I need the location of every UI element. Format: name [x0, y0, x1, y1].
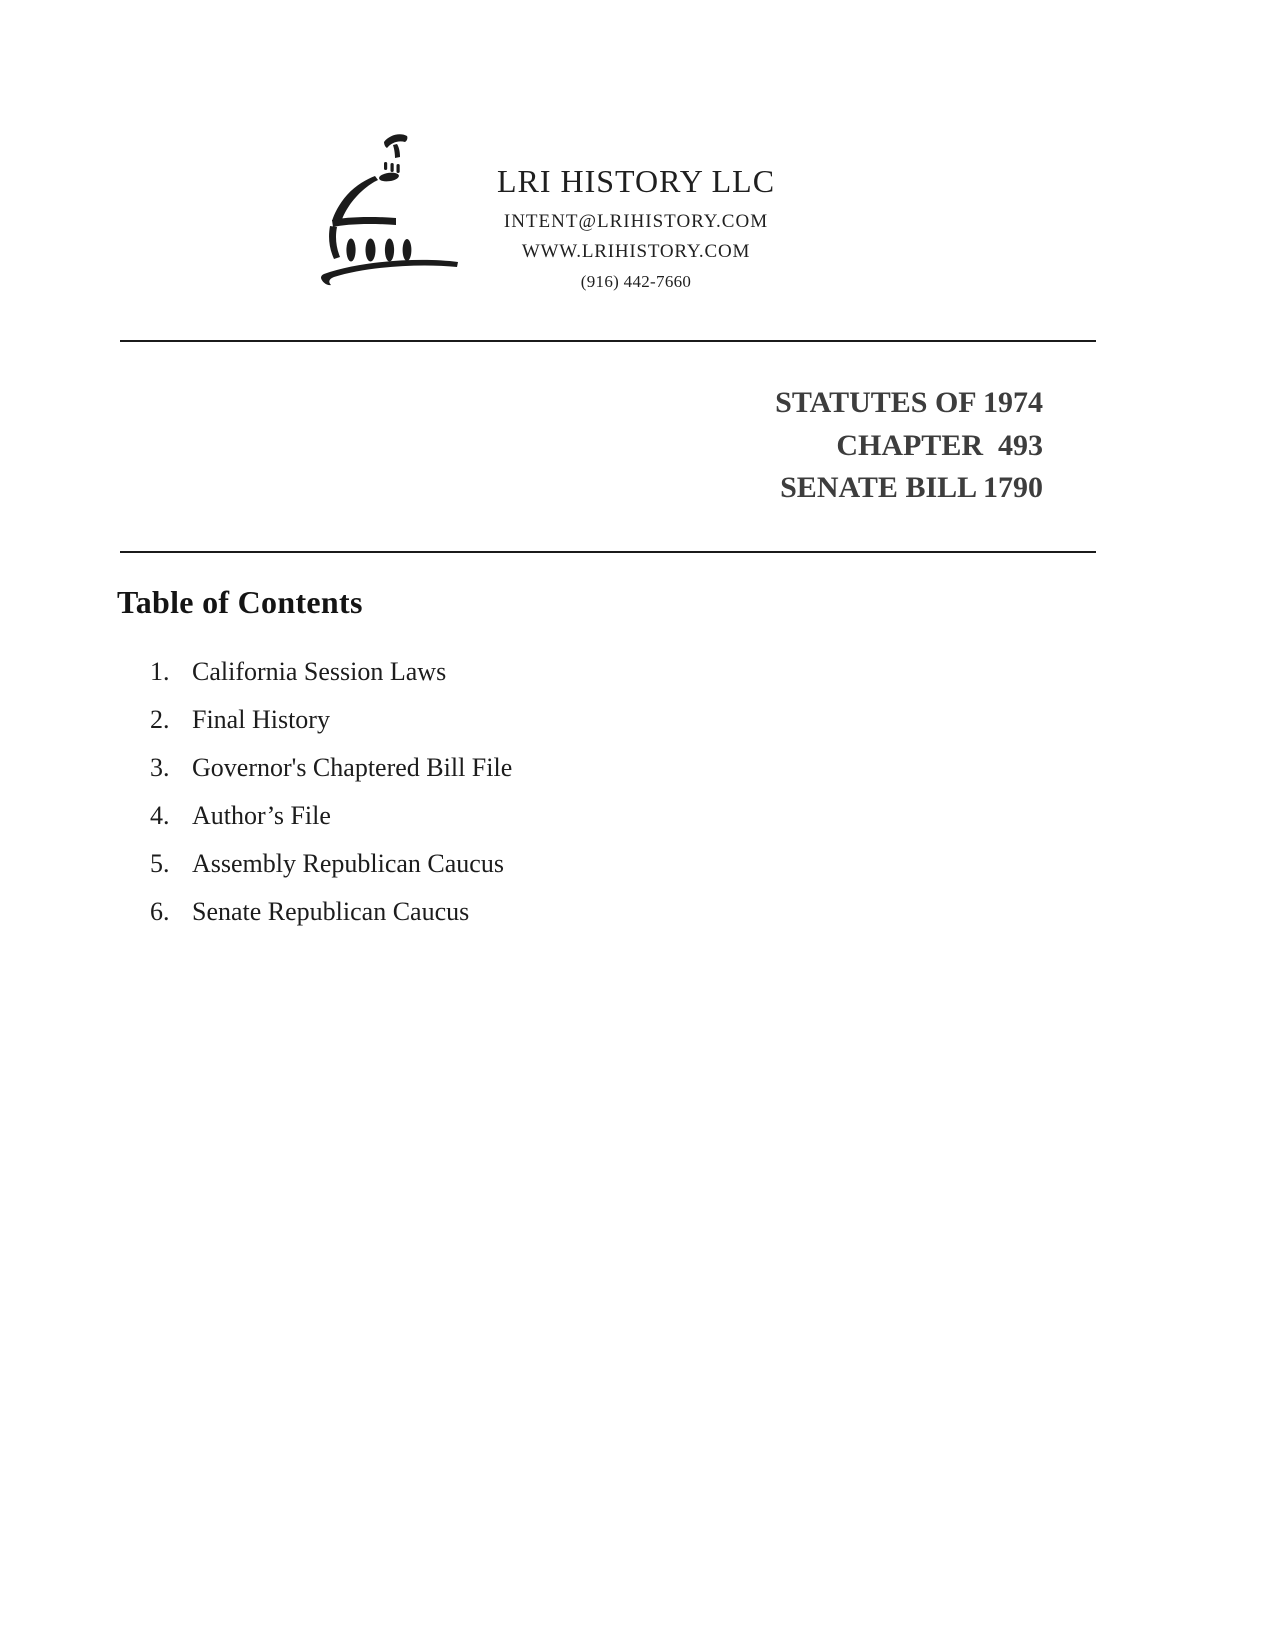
- toc-item-final-history: [150, 696, 512, 744]
- toc-item-number: 5.: [150, 849, 170, 878]
- senate-bill-line: SENATE BILL 1790: [780, 471, 1043, 504]
- toc-item-number: 6.: [150, 897, 170, 926]
- horizontal-rule-bottom: [120, 551, 1096, 553]
- company-email: INTENT@LRIHISTORY.COM: [503, 211, 769, 232]
- company-phone: (916) 442-7660: [580, 272, 692, 291]
- toc-item-california-session-laws: [150, 648, 512, 696]
- document-reference-block: [775, 382, 1043, 510]
- toc-item-label: Assembly Republican Caucus: [192, 849, 504, 878]
- toc-item-authors-file: [150, 792, 512, 840]
- toc-item-number: 3.: [150, 753, 170, 782]
- toc-item-label: Governor's Chaptered Bill File: [192, 753, 513, 782]
- chapter-line: CHAPTER 493: [836, 428, 1043, 462]
- company-website: WWW.LRIHISTORY.COM: [521, 241, 751, 262]
- toc-item-label: Senate Republican Caucus: [192, 897, 470, 926]
- toc-title: Table of Contents: [117, 584, 363, 620]
- toc-item-label: California Session Laws: [192, 657, 447, 686]
- statutes-line: STATUTES OF 1974: [775, 386, 1043, 419]
- horizontal-rule-top: [120, 340, 1096, 342]
- toc-item-assembly-republican-caucus: [150, 840, 512, 888]
- company-name: LRI HISTORY LLC: [496, 163, 776, 199]
- capitol-dome-logo-icon: [300, 126, 470, 291]
- toc-item-number: 2.: [150, 705, 170, 734]
- toc-item-governors-chaptered-bill-file: [150, 744, 512, 792]
- toc-item-label: Author’s File: [192, 801, 331, 830]
- toc-list: [150, 648, 512, 936]
- toc-item-number: 4.: [150, 801, 170, 830]
- toc-item-label: Final History: [192, 705, 330, 734]
- toc-item-senate-republican-caucus: [150, 888, 512, 936]
- toc-item-number: 1.: [150, 657, 170, 686]
